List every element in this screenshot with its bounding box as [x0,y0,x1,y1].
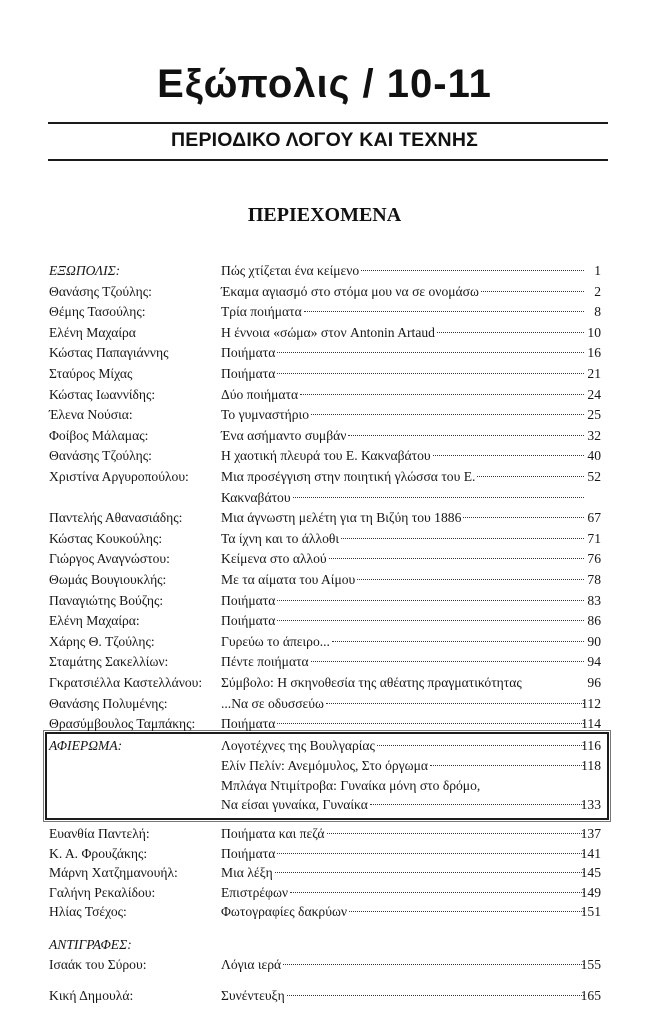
magazine-subtitle: ΠΕΡΙΟΔΙΚΟ ΛΟΓΟΥ ΚΑΙ ΤΕΧΝΗΣ [170,129,479,151]
toc-title: Ποιήματα [221,613,276,629]
toc-author: Ελένη Μαχαίρα: [49,613,140,629]
toc-row[interactable] [49,405,609,425]
toc-page-number: 114 [581,716,601,732]
dot-leader [304,311,584,312]
toc-row[interactable] [49,549,609,569]
toc-title: Λόγια ιερά [221,957,282,972]
dot-leader [293,497,584,498]
toc-entry [221,570,586,590]
dot-leader [311,414,584,415]
dot-leader [477,476,584,477]
toc-entry [221,302,586,322]
dot-leader [463,517,584,518]
toc-page-number: 90 [587,633,601,649]
toc-page-number: 52 [587,469,601,484]
toc-title: Ελίν Πελίν: Ανεμόμυλος, Στο όργωμα [221,757,429,773]
toc-page-number: 71 [587,530,601,546]
toc-entry [221,776,586,796]
dot-leader [300,394,584,395]
toc-row[interactable] [49,652,609,672]
toc-title: Η χαοτική πλευρά του Ε. Κακναβάτου [221,448,431,464]
toc-title: Φωτογραφίες δακρύων [221,904,348,920]
dot-leader [481,291,584,292]
toc-entry [221,863,586,883]
toc-page-number: 1 [594,263,601,278]
toc-title: Ποιήματα [221,716,276,732]
toc-entry [221,446,586,466]
toc-row[interactable] [49,776,609,796]
toc-title: Μπλάγα Ντιμίτροβα: Γυναίκα μόνη στο δρόμο, [221,777,481,793]
toc-page-number: 137 [580,826,601,841]
toc-author: Παναγιώτης Βούζης: [49,592,164,608]
toc-page-number: 133 [580,797,601,813]
toc-entry [221,282,586,302]
toc-page-number: 94 [587,654,601,670]
toc-row[interactable] [49,694,609,714]
toc-row[interactable] [49,385,609,405]
toc-row[interactable] [49,824,609,844]
dot-leader [370,804,584,805]
toc-author: Σταύρος Μίχας [49,366,133,381]
toc-author: Έλενα Νούσια: [49,407,133,423]
toc-entry [221,549,586,569]
toc-title: Τα ίχνη και το άλλοθι [221,530,340,546]
toc-row[interactable] [49,714,609,734]
toc-author: Γαλήνη Ρεκαλίδου: [49,884,156,900]
toc-page-number: 145 [580,865,601,881]
subtitle-rule [48,159,608,161]
toc-author: Μάρνη Χατζημανουήλ: [49,865,178,881]
toc-row[interactable] [49,570,609,590]
toc-title: Πέντε ποιήματα [221,654,309,670]
toc-title: Το γυμναστήριο [221,407,309,423]
toc-entry [221,824,586,844]
toc-title: Ποιήματα και πεζά [221,826,325,841]
dot-leader [277,723,584,724]
toc-title: Ποιήματα [221,592,276,608]
toc-entry [221,405,586,425]
toc-page-number: 40 [587,448,601,464]
toc-title: Μια προσέγγιση στην ποιητική γλώσσα του Ε. [221,469,476,484]
dot-leader [332,641,584,642]
toc-page-number: 86 [587,613,601,629]
toc-page-number: 32 [587,427,601,443]
dot-leader [357,579,584,580]
dot-leader [287,995,584,996]
toc-row[interactable] [49,863,609,883]
dot-leader [437,332,584,333]
toc-author: Ηλίας Τσέχος: [49,904,127,920]
dot-leader [349,911,584,912]
toc-title: Να είσαι γυναίκα, Γυναίκα [221,797,368,813]
toc-entry [221,364,586,384]
toc-title: Ποιήματα [221,345,276,361]
toc-row[interactable] [49,736,609,756]
dot-leader [277,352,584,353]
dot-leader [329,558,584,559]
toc-author: Θανάσης Πολυμένης: [49,695,168,711]
toc-author: Κώστας Κουκούλης: [49,530,163,546]
toc-page-number: 149 [580,884,601,900]
toc-row[interactable] [49,467,609,487]
toc-row[interactable] [49,343,609,363]
toc-page-number: 118 [581,757,601,773]
toc-entry [221,508,586,528]
toc-entry [221,736,586,756]
toc-author: Παντελής Αθανασιάδης: [49,510,183,526]
toc-page-number: 78 [587,572,601,587]
toc-entry [221,467,586,487]
toc-row[interactable] [49,446,609,466]
toc-author: Σταμάτης Σακελλίων: [49,654,169,670]
toc-row[interactable] [49,302,609,322]
toc-row[interactable] [49,591,609,611]
toc-entry [221,795,586,815]
toc-author: Ελένη Μαχαίρα [49,324,136,340]
toc-author: Κώστας Ιωαννίδης: [49,386,156,402]
toc-title: Μια άγνωστη μελέτη για τη Βιζύη του 1886 [221,510,462,526]
toc-page-number: 112 [581,695,601,711]
toc-title: Με τα αίματα του Αίμου [221,572,356,587]
toc-row[interactable] [49,508,609,528]
toc-title: Δύο ποιήματα [221,386,299,402]
toc-page-number: 25 [587,407,601,423]
toc-title: Γυρεύω το άπειρο... [221,633,330,649]
toc-row[interactable] [49,364,609,384]
toc-entry [221,652,586,672]
toc-title: Η έννοια «σώμα» στον Antonin Artaud [221,324,435,340]
toc-author: Γιώργος Αναγνώστου: [49,551,170,567]
toc-title: Ποιήματα [221,845,276,861]
toc-row[interactable] [49,935,609,955]
toc-entry [221,591,586,611]
toc-author: Κική Δημουλά: [49,988,134,1003]
toc-row[interactable] [49,883,609,903]
toc-entry [221,529,586,549]
dot-leader [311,661,584,662]
toc-row[interactable] [49,673,609,693]
toc-page-number: 141 [580,845,601,861]
toc-title: Τρία ποιήματα [221,304,302,320]
toc-author: ΕΞΩΠΟΛΙΣ: [49,263,121,278]
toc-entry [221,323,586,343]
dot-leader [327,833,584,834]
toc-row[interactable] [49,955,609,975]
toc-row[interactable] [49,844,609,864]
dot-leader [277,620,584,621]
dot-leader [348,435,584,436]
toc-title: ...Να σε οδυσσεύω [221,695,324,711]
toc-page-number: 10 [587,324,601,340]
toc-row[interactable] [49,795,609,815]
toc-page-number: 21 [587,366,601,381]
toc-row[interactable] [49,323,609,343]
contents-heading: ΠΕΡΙΕΧΟΜΕΝΑ [247,204,402,226]
toc-row[interactable] [49,426,609,446]
toc-page-number: 96 [587,675,601,690]
toc-author: Ισαάκ του Σύρου: [49,957,147,972]
toc-entry [221,488,586,508]
toc-row[interactable] [49,282,609,302]
toc-author: Χάρης Θ. Τζούλης: [49,633,155,649]
toc-page-number: 8 [594,304,601,320]
toc-entry [221,261,586,281]
toc-title: Πώς χτίζεται ένα κείμενο [221,263,360,278]
toc-entry [221,986,586,1006]
toc-author: Γκρατσιέλλα Καστελλάνου: [49,675,203,690]
toc-title: Κείμενα στο αλλού [221,551,327,567]
dot-leader [290,892,584,893]
toc-page-number: 83 [587,592,601,608]
toc-page-number: 16 [587,345,601,361]
toc-page-number: 24 [587,386,601,402]
toc-author: Ευανθία Παντελή: [49,826,150,841]
dot-leader [361,270,584,271]
dot-leader [275,872,584,873]
toc-page-number: 155 [580,957,601,972]
toc-author: Θανάσης Τζούλης: [49,283,152,299]
toc-row[interactable] [49,611,609,631]
dot-leader [277,373,584,374]
toc-title: Λογοτέχνες της Βουλγαρίας [221,738,375,753]
toc-row[interactable] [49,261,609,281]
dot-leader [377,745,584,746]
toc-author: Χριστίνα Αργυροπούλου: [49,469,189,484]
toc-row[interactable] [49,529,609,549]
dot-leader [277,600,584,601]
toc-page-number: 151 [580,904,601,920]
dot-leader [430,765,584,766]
toc-author: Κώστας Παπαγιάννης [49,345,169,361]
toc-page-number: 116 [581,738,601,753]
toc-entry [221,694,586,714]
toc-title: Κακναβάτου [221,489,291,505]
toc-author: Θρασύμβουλος Ταμπάκης: [49,716,196,732]
toc-entry [221,883,586,903]
toc-author: Κ. Α. Φρουζάκης: [49,845,148,861]
toc-row[interactable] [49,986,609,1006]
toc-title: Μια λέξη [221,865,273,881]
toc-title: Επιστρέφων [221,884,289,900]
toc-entry [221,902,586,922]
dot-leader [433,455,584,456]
toc-row[interactable] [49,488,609,508]
toc-author: Θέμης Τασούλης: [49,304,146,320]
toc-title: Ποιήματα [221,366,276,381]
toc-title: Σύμβολο: Η σκηνοθεσία της αθέατης πραγματικότητας [221,675,522,690]
toc-author: Θωμάς Βουγιουκλής: [49,572,167,587]
toc-entry [221,714,586,734]
toc-title: Έκαμα αγιασμό στο στόμα μου να σε ονομάσω [221,283,479,299]
toc-row[interactable] [49,632,609,652]
top-rule [48,122,608,124]
toc-entry [221,955,586,975]
toc-entry [221,632,586,652]
toc-row[interactable] [49,756,609,776]
toc-page-number: 67 [587,510,601,526]
toc-entry [221,611,586,631]
toc-row[interactable] [49,902,609,922]
toc-entry [221,385,586,405]
dot-leader [277,853,584,854]
toc-entry [221,673,586,693]
toc-title: Ένα ασήμαντο συμβάν [221,427,347,443]
toc-author: Φοίβος Μάλαμας: [49,427,149,443]
toc-page-number: 2 [594,283,601,299]
toc-entry [221,343,586,363]
toc-entry [221,756,586,776]
dot-leader [341,538,584,539]
dot-leader [283,964,584,965]
toc-entry [221,844,586,864]
toc-title: Συνέντευξη [221,988,285,1003]
toc-entry [221,426,586,446]
toc-page-number: 76 [587,551,601,567]
toc-author: Θανάσης Τζούλης: [49,448,152,464]
dot-leader [326,703,584,704]
toc-page-number: 165 [580,988,601,1003]
toc-author: ΑΦΙΕΡΩΜΑ: [49,738,123,753]
toc-author: ΑΝΤΙΓΡΑΦΕΣ: [49,937,132,952]
magazine-title: Εξώπολις / 10-11 [157,62,492,106]
